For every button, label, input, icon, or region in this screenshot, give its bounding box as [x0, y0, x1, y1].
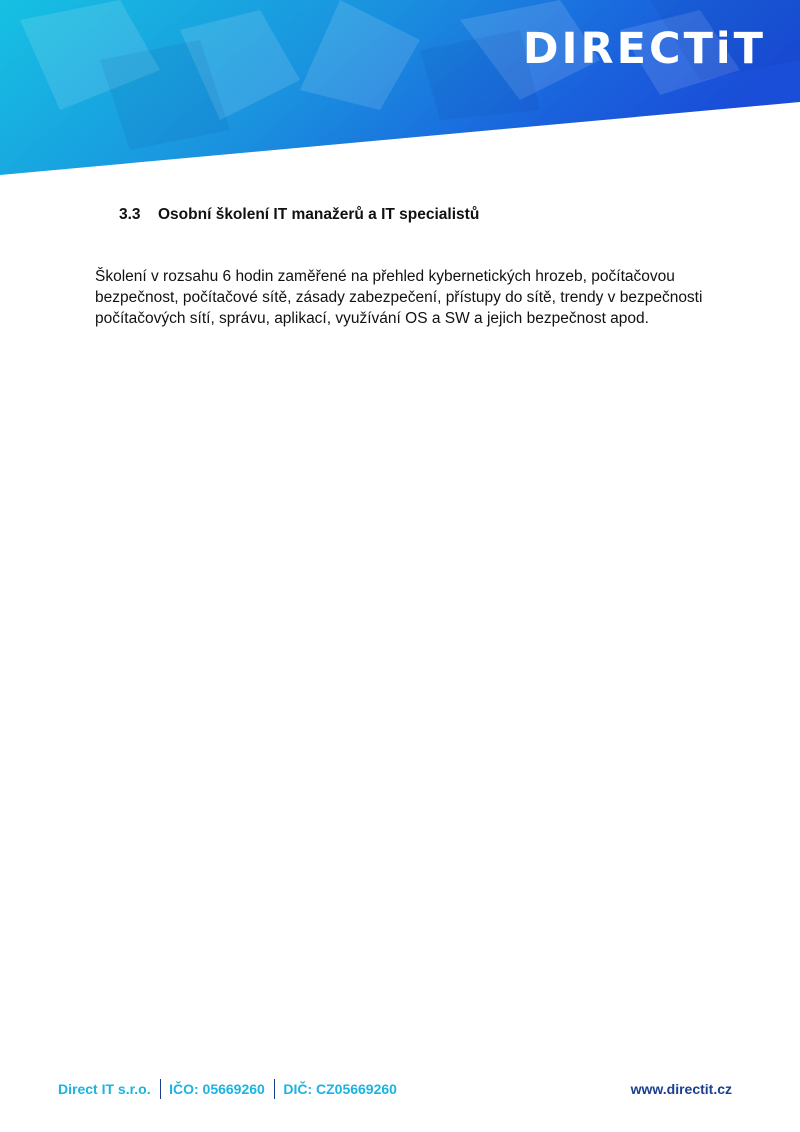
section-heading: [119, 206, 479, 224]
section-number: 3.3: [119, 206, 141, 223]
footer-ico: IČO: 05669260: [169, 1081, 265, 1097]
footer-divider: [160, 1079, 162, 1099]
section-title: Osobní školení IT manažerů a IT specialistů: [158, 206, 480, 223]
header-banner: [0, 0, 800, 180]
footer-website[interactable]: www.directit.cz: [630, 1081, 732, 1097]
page-footer: [58, 1079, 732, 1101]
company-logo: DIRECTiT: [522, 24, 766, 74]
footer-divider: [274, 1079, 276, 1099]
footer-dic: DIČ: CZ05669260: [283, 1081, 397, 1097]
footer-company-info: [58, 1079, 397, 1099]
section-body-text: Školení v rozsahu 6 hodin zaměřené na přehled kybernetických hrozeb, počítačovou bezpečnost, počítačové sítě, zásady zabezpečení, přístupy do sítě, trendy v bezpečnosti počítačových sítí, správu, aplikací, využívání OS a SW a jejich bezpečnost apod.: [95, 268, 703, 327]
footer-company-name: Direct IT s.r.o.: [58, 1081, 151, 1097]
